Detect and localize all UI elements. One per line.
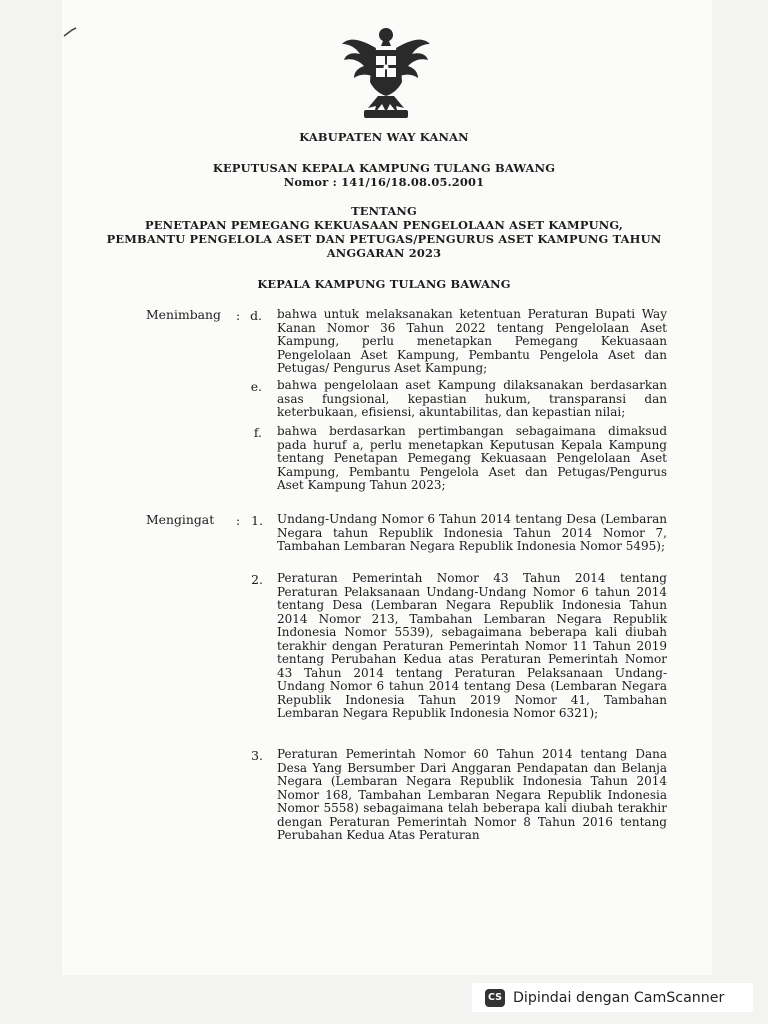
region-title: KABUPATEN WAY KANAN <box>299 130 469 144</box>
item-mark-2: 2. <box>251 572 263 587</box>
item-mark-f: f. <box>253 425 262 440</box>
mengingat-label: Mengingat <box>146 512 215 527</box>
menimbang-item-f: bahwa berdasarkan pertimbangan sebagaimana dimaksud pada huruf a, perlu menetapkan Keputusan Kepala Kampung tentang Penetapan Pemegang Kekuasaan Pengelolaan Aset Kampung, Pembantu Pengelola Aset dan Petugas/Pengurus Aset Kampung Tahun 2023; <box>277 424 667 492</box>
camscanner-watermark <box>472 983 753 1012</box>
mengingat-item-2: Peraturan Pemerintah Nomor 43 Tahun 2014 tentang Peraturan Pelaksanaan Undang-Undang Nomor 6 tahun 2014 tentang Desa (Lembaran Negara Republik Indonesia Tahun 2014 Nomor 213, Tambahan Lembaran Negara Republik Indonesia Nomor 5539), sebagaimana beberapa kali diubah terakhir dengan Peraturan Pemerintah Nomor 11 Tahun 2019 tentang Perubahan Kedua atas Peraturan Pemerintah Nomor 43 Tahun 2014 tentang Peraturan Pelaksanaan Undang-Undang Nomor 6 tahun 2014 tentang Desa (Lembaran Negara Republik Indonesia Tahun 2019 Nomor 41, Tambahan Lembaran Negara Republik Indonesia Nomor 6321); <box>277 571 667 720</box>
subject-line-3: ANGGARAN 2023 <box>326 246 442 260</box>
camscanner-logo-icon: CS <box>485 989 505 1007</box>
about-label: TENTANG <box>351 204 417 218</box>
subject-line-2: PEMBANTU PENGELOLA ASET DAN PETUGAS/PENGURUS ASET KAMPUNG TAHUN <box>106 232 662 246</box>
item-mark-d: d. <box>250 308 262 323</box>
menimbang-item-e: bahwa pengelolaan aset Kampung dilaksanakan berdasarkan asas fungsional, kepastian hukum, transparansi dan keterbukaan, efisiensi, akuntabilitas, dan kepastian nilai; <box>277 378 667 419</box>
item-mark-e: e. <box>250 379 262 394</box>
menimbang-item-d: bahwa untuk melaksanakan ketentuan Peraturan Bupati Way Kanan Nomor 36 Tahun 2022 tentang Pengelolaan Aset Kampung, perlu menetapkan Pemegang Kekuasaan Pengelolaan Aset Kampung, Pembantu Pengelola Aset dan Petugas/ Pengurus Aset Kampung; <box>277 307 667 375</box>
item-mark-1: 1. <box>251 513 263 528</box>
authority-title: KEPALA KAMPUNG TULANG BAWANG <box>257 277 511 291</box>
camscanner-text: Dipindai dengan CamScanner <box>513 989 725 1006</box>
mengingat-item-1: Undang-Undang Nomor 6 Tahun 2014 tentang Desa (Lembaran Negara tahun Republik Indonesia Tahun 2014 Nomor 7, Tambahan Lembaran Negara Republik Indonesia Nomor 5495); <box>277 512 667 553</box>
item-mark-3: 3. <box>251 748 263 763</box>
menimbang-label: Menimbang <box>146 307 221 322</box>
mengingat-colon: : <box>236 513 241 528</box>
subject-line-1: PENETAPAN PEMEGANG KEKUASAAN PENGELOLAAN ASET KAMPUNG, <box>144 218 624 232</box>
garuda-emblem-icon <box>338 22 434 122</box>
menimbang-colon: : <box>236 308 241 323</box>
decree-title: KEPUTUSAN KEPALA KAMPUNG TULANG BAWANG <box>212 161 556 175</box>
decree-number: Nomor : 141/16/18.08.05.2001 <box>283 175 485 189</box>
mengingat-item-3: Peraturan Pemerintah Nomor 60 Tahun 2014 tentang Dana Desa Yang Bersumber Dari Anggaran Pendapatan dan Belanja Negara (Lembaran Negara Republik Indonesia Tahun 2014 Nomor 168, Tambahan Lembaran Negara Republik Indonesia Nomor 5558) sebagaimana telah beberapa kali diubah terakhir dengan Peraturan Pemerintah Nomor 8 Tahun 2016 tentang Perubahan Kedua Atas Peraturan <box>277 747 667 842</box>
pen-mark <box>62 20 92 40</box>
